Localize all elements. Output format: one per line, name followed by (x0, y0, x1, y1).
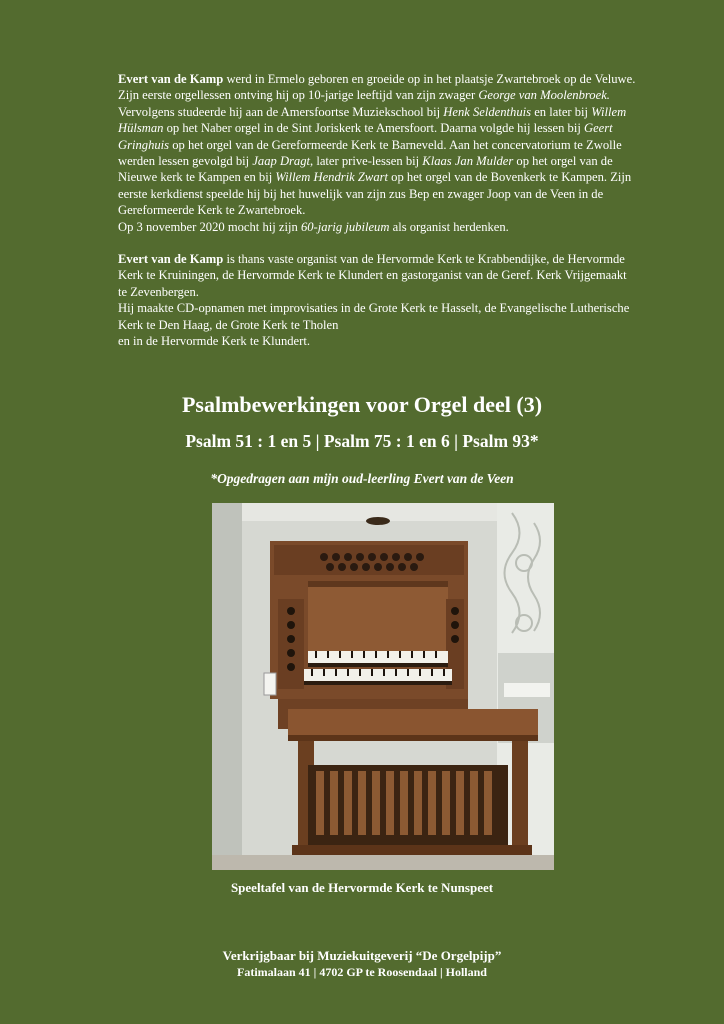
text-run: op het orgel van de Bovenkerk te Kampen. Zijn eerste kerkdienst speelde hij bij het huwelijk van zijn zus Bep en zwager Joop van de Veen in de Gereformeerde Kerk te Zwartebroek. (118, 170, 632, 218)
psalm-subtitle: Psalm 51 : 1 en 5 | Psalm 75 : 1 en 6 | Psalm 93* (185, 431, 539, 451)
text-run: Willem Hülsman (118, 104, 627, 136)
text-run: als organist herdenken. (389, 219, 509, 234)
dedication: *Opgedragen aan mijn oud-leerling Evert van de Veen (210, 471, 514, 486)
text-run: Klaas Jan Mulder (422, 154, 514, 169)
text-run: op het orgel van de Gereformeerde Kerk te Barneveld. Aan het concervatorium te Zwolle werden lessen gevolgd bij (118, 137, 622, 169)
text-run: op het orgel van de Nieuwe kerk te Kampen en bij (118, 154, 613, 185)
text-run: op het Naber orgel in de Sint Joriskerk te Amersfoort. Daarna volgde hij lessen bij (163, 121, 584, 136)
text-run: Willem Hendrik Zwart (275, 170, 389, 185)
publisher-address: Fatimalaan 41 | 4702 GP te Roosendaal | Holland (237, 965, 487, 979)
text-run: Op 3 november 2020 mocht hij zijn (118, 219, 301, 234)
text-run: Jaap Dragt (252, 154, 311, 169)
organ-console-photo (212, 503, 554, 870)
text-run: Evert van de Kamp (118, 252, 224, 267)
text-run: Hij maakte CD-opnamen met improvisaties in de Grote Kerk te Hasselt, de Evangelische Lutherische Kerk te Den Haag, de Grote Kerk te Tholen (118, 301, 630, 332)
text-run: Vervolgens studeerde hij aan de Amersfoortse Muziekschool bij (118, 104, 444, 119)
biography (118, 71, 638, 350)
text-run: werd in Ermelo geboren en groeide op in het plaatsje Zwartebroek op de Veluwe. Zijn eerste orgellessen ontving hij op 10-jarige leeftijd van zijn zwager (118, 72, 636, 103)
text-run: en in de Hervormde Kerk te Klundert. (118, 334, 310, 349)
page-title: Psalmbewerkingen voor Orgel deel (3) (181, 392, 543, 417)
text-run: en later bij (531, 104, 592, 119)
text-run: is thans vaste organist van de Hervormde Kerk te Krabbendijke, de Hervormde Kerk te Kruiningen, de Hervormde Kerk te Klundert en gastorganist van de Geref. Kerk Vrijgemaakt te Zevenbergen. (118, 252, 627, 299)
text-run: George van Moolenbroek. (478, 88, 610, 103)
text-run: , later prive-lessen bij (310, 154, 423, 169)
text-run: Geert Gringhuis (118, 121, 613, 152)
bio-paragraph-1 (118, 71, 638, 235)
text-run: Henk Seldenthuis (443, 104, 532, 119)
publisher-line: Verkrijgbaar bij Muziekuitgeverij “De Orgelpijp” (222, 948, 502, 963)
text-run: Evert van de Kamp (118, 72, 224, 86)
bio-paragraph-2 (118, 251, 638, 349)
photo-caption: Speeltafel van de Hervormde Kerk te Nunspeet (230, 880, 494, 895)
text-run: 60-jarig jubileum (300, 219, 390, 234)
